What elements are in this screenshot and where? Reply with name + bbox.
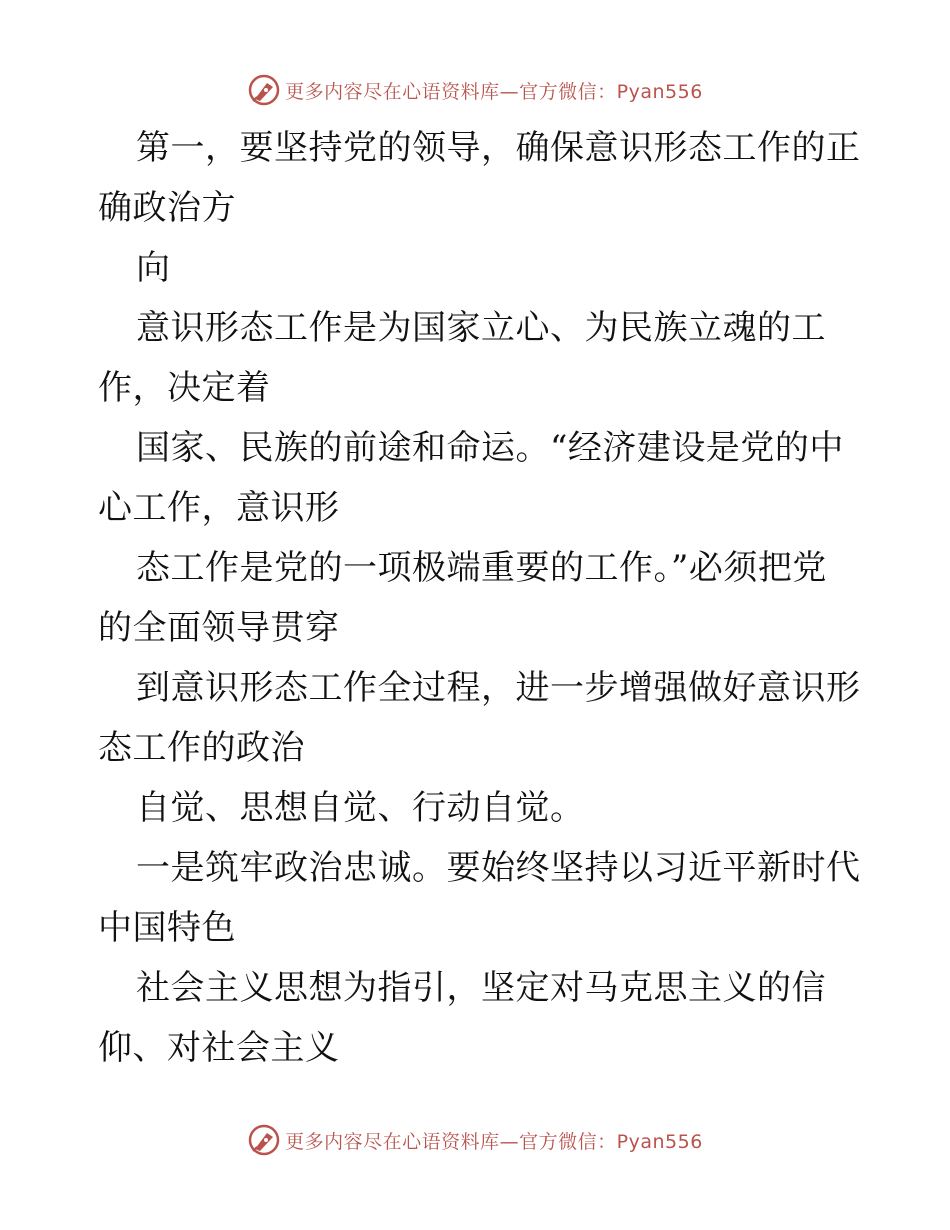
watermark-text: 更多内容尽在心语资料库—官方微信：Pyan556 [285, 80, 703, 103]
text-line: 的全面领导贯穿 [98, 608, 340, 648]
text-line: 确政治方 [98, 188, 236, 228]
text-line: 向 [136, 248, 171, 288]
watermark-text: 更多内容尽在心语资料库—官方微信：Pyan556 [285, 1130, 703, 1153]
text-line: 仰、对社会主义 [98, 1028, 340, 1068]
text-line: 到意识形态工作全过程，进一步增强做好意识形 [136, 668, 861, 708]
text-line: 国家、民族的前途和命运。“经济建设是党的中 [136, 428, 844, 468]
footer-watermark [0, 1120, 950, 1160]
pen-nib-icon [247, 1123, 281, 1157]
text-line: 态工作是党的一项极端重要的工作。”必须把党 [136, 548, 827, 588]
text-line: 作，决定着 [98, 368, 271, 408]
text-line: 一是筑牢政治忠诚。要始终坚持以习近平新时代 [136, 848, 861, 888]
text-line: 意识形态工作是为国家立心、为民族立魂的工 [136, 308, 826, 348]
header-watermark [0, 70, 950, 110]
text-line: 自觉、思想自觉、行动自觉。 [136, 788, 585, 828]
pen-nib-icon [247, 73, 281, 107]
text-line: 社会主义思想为指引，坚定对马克思主义的信 [136, 968, 826, 1008]
text-line: 心工作，意识形 [98, 488, 340, 528]
text-line: 第一，要坚持党的领导，确保意识形态工作的正 [136, 128, 861, 168]
document-body [98, 118, 861, 1078]
text-line: 中国特色 [98, 908, 236, 948]
text-line: 态工作的政治 [98, 728, 305, 768]
